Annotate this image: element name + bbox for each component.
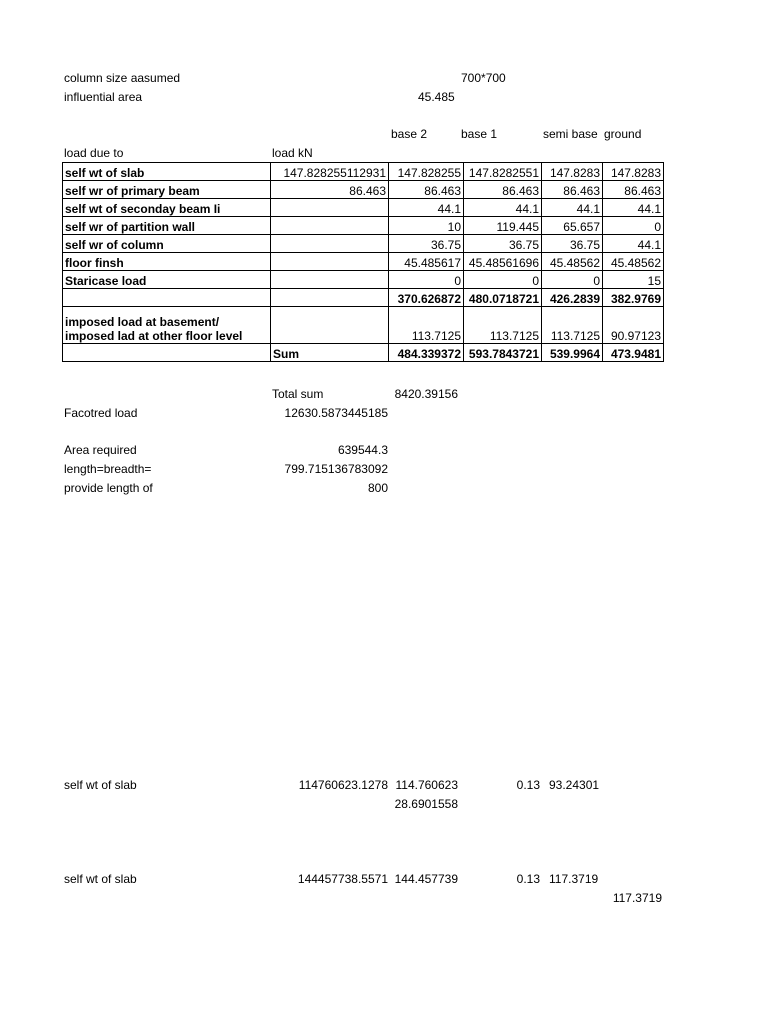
cell-load-kn	[271, 199, 389, 217]
cell-base2: 45.485617	[389, 253, 464, 271]
cell-load-kn	[271, 217, 389, 235]
slab1-value-4: 93.24301	[549, 778, 600, 792]
slab1-value-1: 114760623.1278	[298, 778, 388, 792]
cell-ground: 90.97123	[603, 307, 664, 344]
cell-load-kn: 147.828255112931	[271, 163, 389, 181]
cell-load-kn	[271, 271, 389, 289]
cell-semibase: 45.48562	[542, 253, 603, 271]
subtotal-row	[63, 289, 664, 307]
cell-ground: 44.1	[603, 235, 664, 253]
load-table	[62, 162, 664, 362]
sum-label: Sum	[271, 344, 389, 362]
cell-ground: 86.463	[603, 181, 664, 199]
row-label: floor finsh	[63, 253, 271, 271]
cell-load-kn	[271, 289, 389, 307]
imposed-load-row	[63, 307, 664, 344]
table-row	[63, 163, 664, 181]
cell-ground: 44.1	[603, 199, 664, 217]
cell-base1: 113.7125	[464, 307, 542, 344]
cell-ground: 147.8283	[603, 163, 664, 181]
cell-base1: 480.0718721	[464, 289, 542, 307]
influential-area-value: 45.485	[418, 90, 455, 104]
cell-semibase: 113.7125	[542, 307, 603, 344]
cell-semibase: 539.9964	[542, 344, 603, 362]
cell-semibase: 0	[542, 271, 603, 289]
factored-load-value: 12630.5873445185	[284, 406, 388, 420]
cell-load-kn	[271, 235, 389, 253]
cell-semibase: 86.463	[542, 181, 603, 199]
column-size-value: 700*700	[461, 71, 506, 85]
cell-base2: 0	[389, 271, 464, 289]
cell-base2: 484.339372	[389, 344, 464, 362]
cell-base2: 113.7125	[389, 307, 464, 344]
column-size-label: column size aasumed	[64, 71, 181, 85]
slab2-value-5: 117.3719	[612, 891, 662, 905]
col-header-ground: ground	[604, 127, 642, 141]
row-label: self wr of partition wall	[63, 217, 271, 235]
slab1-value-3: 0.13	[516, 778, 540, 792]
cell-base1: 45.48561696	[464, 253, 542, 271]
col-header-load-kn: load kN	[272, 146, 313, 160]
cell-semibase: 147.8283	[542, 163, 603, 181]
cell-base2: 36.75	[389, 235, 464, 253]
slab1-value-2: 114.760623	[395, 778, 458, 792]
row-label: self wr of column	[63, 235, 271, 253]
row-label	[63, 289, 271, 307]
cell-ground: 15	[603, 271, 664, 289]
cell-base2: 86.463	[389, 181, 464, 199]
cell-ground: 45.48562	[603, 253, 664, 271]
cell-base1: 119.445	[464, 217, 542, 235]
provide-length-value: 800	[367, 481, 388, 495]
slab2-value-4: 117.3719	[549, 872, 599, 886]
area-required-value: 639544.3	[337, 443, 388, 457]
cell-ground: 0	[603, 217, 664, 235]
cell-semibase: 65.657	[542, 217, 603, 235]
table-row	[63, 271, 664, 289]
factored-load-label: Facotred load	[64, 406, 138, 420]
total-sum-value: 8420.39156	[394, 387, 458, 401]
cell-ground: 473.9481	[603, 344, 664, 362]
cell-base1: 86.463	[464, 181, 542, 199]
cell-load-kn	[271, 307, 389, 344]
cell-semibase: 44.1	[542, 199, 603, 217]
cell-base2: 10	[389, 217, 464, 235]
cell-ground: 382.9769	[603, 289, 664, 307]
cell-base1: 44.1	[464, 199, 542, 217]
cell-semibase: 36.75	[542, 235, 603, 253]
table-row	[63, 199, 664, 217]
imposed-label-line2: imposed lad at other floor level	[65, 329, 243, 343]
sum-row	[63, 344, 664, 362]
table-row	[63, 253, 664, 271]
col-header-base2: base 2	[391, 127, 428, 141]
slab2-value-2: 144.457739	[394, 872, 458, 886]
length-breadth-value: 799.715136783092	[284, 462, 388, 476]
cell-base1: 593.7843721	[464, 344, 542, 362]
cell-semibase: 426.2839	[542, 289, 603, 307]
provide-length-label: provide length of	[64, 481, 153, 495]
col-header-semibase: semi base	[543, 127, 598, 141]
row-label	[63, 344, 271, 362]
col-header-base1: base 1	[461, 127, 498, 141]
row-label: self wt of seconday beam Ii	[63, 199, 271, 217]
slab1-label: self wt of slab	[64, 778, 137, 792]
cell-base1: 0	[464, 271, 542, 289]
table-row	[63, 181, 664, 199]
cell-load-kn: 86.463	[271, 181, 389, 199]
table-row	[63, 235, 664, 253]
total-sum-label: Total sum	[272, 387, 324, 401]
row-label: self wt of slab	[63, 163, 271, 181]
slab2-value-3: 0.13	[516, 872, 540, 886]
table-row	[63, 217, 664, 235]
influential-area-label: influential area	[64, 90, 143, 104]
cell-load-kn	[271, 253, 389, 271]
imposed-label	[63, 307, 271, 344]
row-label: Staricase load	[63, 271, 271, 289]
slab2-label: self wt of slab	[64, 872, 137, 886]
cell-base2: 370.626872	[389, 289, 464, 307]
row-label: self wr of primary beam	[63, 181, 271, 199]
imposed-label-line1: imposed load at basement/	[65, 315, 220, 329]
slab1-value-5: 28.6901558	[394, 797, 458, 811]
length-breadth-label: length=breadth=	[64, 462, 152, 476]
cell-base1: 147.8282551	[464, 163, 542, 181]
area-required-label: Area required	[64, 443, 137, 457]
cell-base2: 44.1	[389, 199, 464, 217]
cell-base1: 36.75	[464, 235, 542, 253]
col-header-load-due-to: load due to	[64, 146, 124, 160]
slab2-value-1: 144457738.5571	[297, 872, 388, 886]
cell-base2: 147.828255	[389, 163, 464, 181]
